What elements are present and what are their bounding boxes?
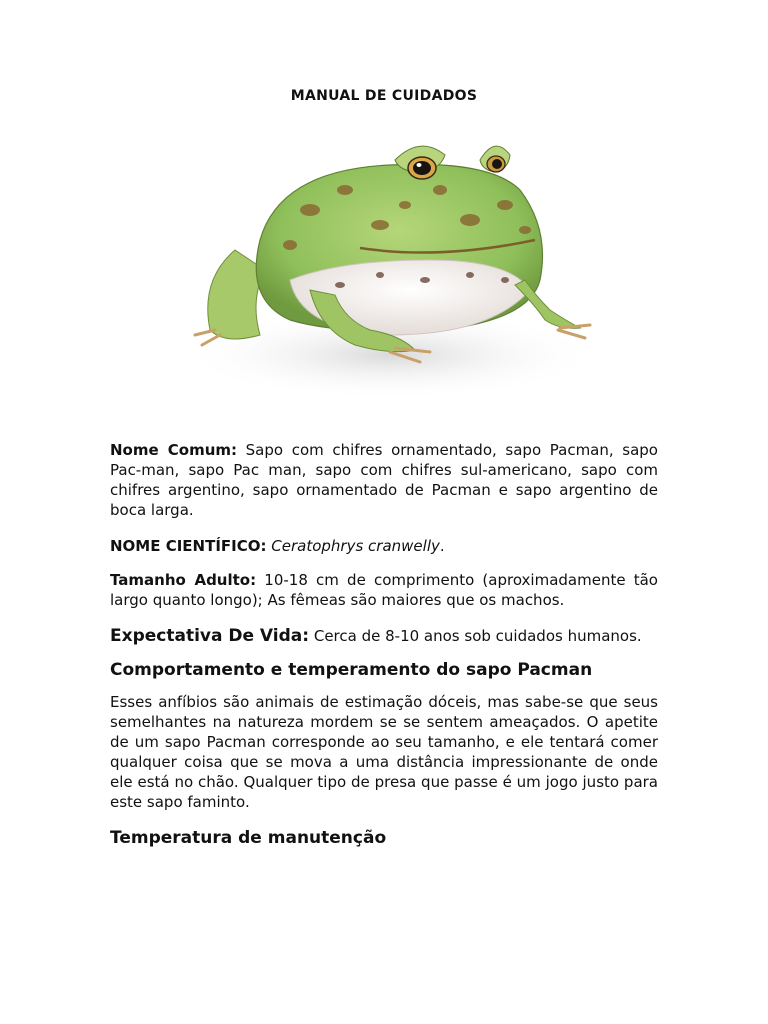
temperature-heading: Temperatura de manutenção (110, 828, 387, 848)
adult-size-text: 10-18 cm de comprimento (aproximadamente tão largo quanto longo); As fêmeas são maiores que os machos. (110, 571, 658, 609)
life-expectancy-label: Expectativa De Vida: (110, 626, 310, 646)
common-name-text: Sapo com chifres ornamentado, sapo Pacman, sapo Pac-man, sapo Pac man, sapo com chifres sul-americano, sapo com chifres argentino, sapo ornamentado de Pacman e sapo argentino de boca larga. (110, 441, 658, 519)
pacman-frog-image (140, 130, 630, 425)
scientific-name-value: Ceratophrys cranwelly (271, 537, 440, 555)
scientific-name-suffix: . (439, 537, 445, 555)
life-expectancy-text: Cerca de 8-10 anos sob cuidados humanos. (313, 627, 642, 645)
adult-size-paragraph (110, 570, 658, 610)
adult-size-label: Tamanho Adulto: (110, 571, 257, 589)
behavior-paragraph: Esses anfíbios são animais de estimação dóceis, mas sabe-se que seus semelhantes na natureza mordem se se sentem ameaçados. O apetite de um sapo Pacman corresponde ao seu tamanho, e ele tentará comer qualquer coisa que se mova a uma distância impressionante de onde ele está no chão. Qualquer tipo de presa que passe é um jogo justo para este sapo faminto. (110, 693, 658, 811)
page-title: MANUAL DE CUIDADOS (290, 88, 478, 104)
scientific-name-paragraph (110, 536, 658, 556)
common-name-paragraph (110, 440, 658, 520)
common-name-label: Nome Comum: (110, 441, 238, 459)
scientific-name-label: NOME CIENTÍFICO: (110, 537, 267, 555)
content-column (110, 440, 658, 860)
behavior-heading: Comportamento e temperamento do sapo Pacman (110, 660, 593, 680)
life-expectancy-paragraph (110, 626, 658, 646)
